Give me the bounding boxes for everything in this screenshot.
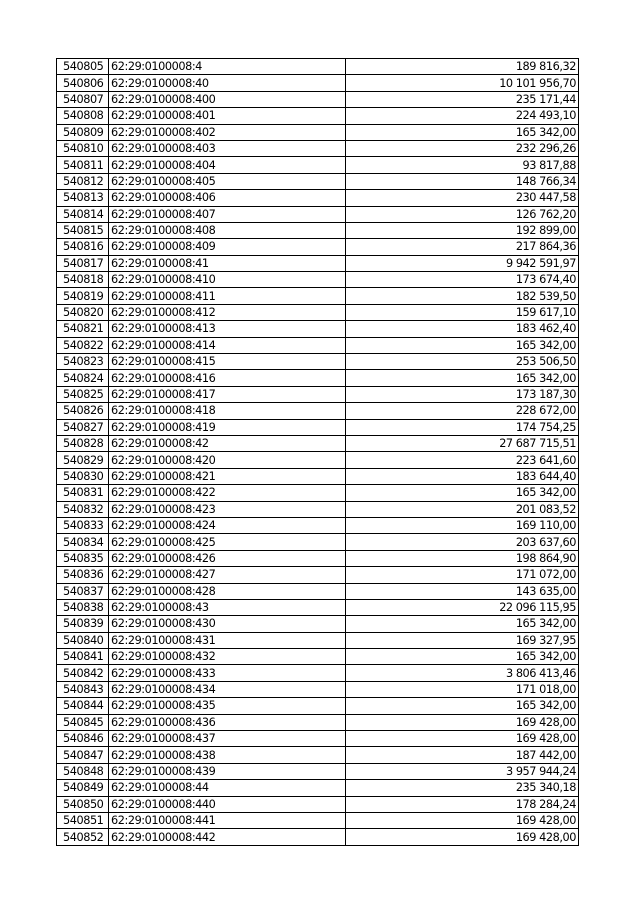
row-number: 540812 [57, 173, 109, 189]
table-row [57, 583, 579, 599]
cadastral-value: 187 442,00 [346, 747, 579, 763]
cadastral-value: 173 187,30 [346, 386, 579, 402]
table-row [57, 567, 579, 583]
cadastral-value: 192 899,00 [346, 222, 579, 238]
cadastral-number: 62:29:0100008:41 [109, 255, 346, 271]
table-row [57, 649, 579, 665]
cadastral-number: 62:29:0100008:410 [109, 272, 346, 288]
cadastral-value: 93 817,88 [346, 157, 579, 173]
row-number: 540837 [57, 583, 109, 599]
table-row [57, 599, 579, 615]
cadastral-number: 62:29:0100008:426 [109, 550, 346, 566]
row-number: 540828 [57, 435, 109, 451]
cadastral-number: 62:29:0100008:403 [109, 140, 346, 156]
table-row [57, 698, 579, 714]
row-number: 540852 [57, 829, 109, 845]
cadastral-number: 62:29:0100008:404 [109, 157, 346, 173]
row-number: 540811 [57, 157, 109, 173]
cadastral-value: 159 617,10 [346, 304, 579, 320]
cadastral-number: 62:29:0100008:431 [109, 632, 346, 648]
row-number: 540830 [57, 468, 109, 484]
cadastral-value: 3 806 413,46 [346, 665, 579, 681]
row-number: 540831 [57, 485, 109, 501]
row-number: 540825 [57, 386, 109, 402]
row-number: 540832 [57, 501, 109, 517]
cadastral-number: 62:29:0100008:411 [109, 288, 346, 304]
row-number: 540833 [57, 517, 109, 533]
table-row [57, 796, 579, 812]
row-number: 540817 [57, 255, 109, 271]
row-number: 540822 [57, 337, 109, 353]
table-row [57, 304, 579, 320]
table-row [57, 550, 579, 566]
table-row [57, 616, 579, 632]
row-number: 540849 [57, 780, 109, 796]
cadastral-number: 62:29:0100008:430 [109, 616, 346, 632]
row-number: 540829 [57, 452, 109, 468]
cadastral-value: 228 672,00 [346, 403, 579, 419]
row-number: 540842 [57, 665, 109, 681]
cadastral-number: 62:29:0100008:420 [109, 452, 346, 468]
cadastral-number: 62:29:0100008:413 [109, 321, 346, 337]
table-row [57, 108, 579, 124]
cadastral-number: 62:29:0100008:409 [109, 239, 346, 255]
table-row [57, 288, 579, 304]
cadastral-value: 173 674,40 [346, 272, 579, 288]
cadastral-value: 169 428,00 [346, 714, 579, 730]
row-number: 540821 [57, 321, 109, 337]
cadastral-value: 165 342,00 [346, 337, 579, 353]
row-number: 540848 [57, 763, 109, 779]
cadastral-value: 171 072,00 [346, 567, 579, 583]
cadastral-value: 169 327,95 [346, 632, 579, 648]
table-row [57, 337, 579, 353]
table-row [57, 665, 579, 681]
cadastral-number: 62:29:0100008:42 [109, 435, 346, 451]
cadastral-value: 169 428,00 [346, 829, 579, 845]
cadastral-number: 62:29:0100008:43 [109, 599, 346, 615]
table-row [57, 501, 579, 517]
table-row [57, 780, 579, 796]
row-number: 540836 [57, 567, 109, 583]
row-number: 540834 [57, 534, 109, 550]
cadastral-number: 62:29:0100008:440 [109, 796, 346, 812]
row-number: 540826 [57, 403, 109, 419]
row-number: 540846 [57, 731, 109, 747]
table-row [57, 419, 579, 435]
cadastral-number: 62:29:0100008:405 [109, 173, 346, 189]
cadastral-value: 165 342,00 [346, 649, 579, 665]
table-row [57, 829, 579, 845]
table-row [57, 731, 579, 747]
cadastral-number: 62:29:0100008:424 [109, 517, 346, 533]
cadastral-value: 198 864,90 [346, 550, 579, 566]
cadastral-number: 62:29:0100008:436 [109, 714, 346, 730]
table-row [57, 435, 579, 451]
row-number: 540820 [57, 304, 109, 320]
cadastral-number: 62:29:0100008:422 [109, 485, 346, 501]
table-row [57, 91, 579, 107]
row-number: 540847 [57, 747, 109, 763]
row-number: 540814 [57, 206, 109, 222]
cadastral-number: 62:29:0100008:437 [109, 731, 346, 747]
cadastral-number: 62:29:0100008:418 [109, 403, 346, 419]
row-number: 540807 [57, 91, 109, 107]
cadastral-number: 62:29:0100008:427 [109, 567, 346, 583]
cadastral-number: 62:29:0100008:412 [109, 304, 346, 320]
table-body [57, 59, 579, 846]
row-number: 540816 [57, 239, 109, 255]
cadastral-number: 62:29:0100008:406 [109, 190, 346, 206]
cadastral-value: 165 342,00 [346, 370, 579, 386]
table-row [57, 681, 579, 697]
cadastral-number: 62:29:0100008:417 [109, 386, 346, 402]
table-row [57, 140, 579, 156]
table-row [57, 239, 579, 255]
row-number: 540845 [57, 714, 109, 730]
cadastral-value: 235 340,18 [346, 780, 579, 796]
table-row [57, 206, 579, 222]
cadastral-value: 169 428,00 [346, 731, 579, 747]
cadastral-value: 182 539,50 [346, 288, 579, 304]
table-row [57, 763, 579, 779]
table-row [57, 632, 579, 648]
row-number: 540844 [57, 698, 109, 714]
cadastral-value: 27 687 715,51 [346, 435, 579, 451]
row-number: 540827 [57, 419, 109, 435]
table-row [57, 59, 579, 75]
cadastral-number: 62:29:0100008:40 [109, 75, 346, 91]
table-row [57, 534, 579, 550]
table-row [57, 321, 579, 337]
cadastral-number: 62:29:0100008:421 [109, 468, 346, 484]
row-number: 540809 [57, 124, 109, 140]
cadastral-value: 22 096 115,95 [346, 599, 579, 615]
cadastral-number: 62:29:0100008:442 [109, 829, 346, 845]
row-number: 540840 [57, 632, 109, 648]
table-row [57, 222, 579, 238]
cadastral-value: 230 447,58 [346, 190, 579, 206]
table-row [57, 468, 579, 484]
row-number: 540851 [57, 812, 109, 828]
cadastral-value: 165 342,00 [346, 698, 579, 714]
row-number: 540839 [57, 616, 109, 632]
row-number: 540824 [57, 370, 109, 386]
table-row [57, 747, 579, 763]
table-row [57, 157, 579, 173]
table-row [57, 190, 579, 206]
row-number: 540810 [57, 140, 109, 156]
cadastral-value: 165 342,00 [346, 616, 579, 632]
cadastral-number: 62:29:0100008:423 [109, 501, 346, 517]
cadastral-number: 62:29:0100008:432 [109, 649, 346, 665]
cadastral-value: 201 083,52 [346, 501, 579, 517]
cadastral-value: 235 171,44 [346, 91, 579, 107]
row-number: 540818 [57, 272, 109, 288]
cadastral-number: 62:29:0100008:434 [109, 681, 346, 697]
row-number: 540819 [57, 288, 109, 304]
row-number: 540835 [57, 550, 109, 566]
cadastral-value: 165 342,00 [346, 485, 579, 501]
cadastral-value: 224 493,10 [346, 108, 579, 124]
row-number: 540813 [57, 190, 109, 206]
table-row [57, 354, 579, 370]
cadastral-number: 62:29:0100008:4 [109, 59, 346, 75]
cadastral-value: 217 864,36 [346, 239, 579, 255]
row-number: 540808 [57, 108, 109, 124]
table-row [57, 485, 579, 501]
cadastral-value: 3 957 944,24 [346, 763, 579, 779]
cadastral-value: 10 101 956,70 [346, 75, 579, 91]
row-number: 540805 [57, 59, 109, 75]
cadastral-value: 183 644,40 [346, 468, 579, 484]
cadastral-number: 62:29:0100008:408 [109, 222, 346, 238]
cadastral-number: 62:29:0100008:416 [109, 370, 346, 386]
cadastral-number: 62:29:0100008:439 [109, 763, 346, 779]
cadastral-value: 143 635,00 [346, 583, 579, 599]
cadastral-value: 178 284,24 [346, 796, 579, 812]
table-row [57, 75, 579, 91]
cadastral-value: 174 754,25 [346, 419, 579, 435]
table-row [57, 452, 579, 468]
cadastral-value: 148 766,34 [346, 173, 579, 189]
table-row [57, 272, 579, 288]
cadastral-number: 62:29:0100008:419 [109, 419, 346, 435]
cadastral-value: 126 762,20 [346, 206, 579, 222]
cadastral-number: 62:29:0100008:402 [109, 124, 346, 140]
cadastral-value: 183 462,40 [346, 321, 579, 337]
cadastral-value: 203 637,60 [346, 534, 579, 550]
cadastral-number: 62:29:0100008:441 [109, 812, 346, 828]
cadastral-value: 9 942 591,97 [346, 255, 579, 271]
cadastral-value-table [56, 58, 579, 846]
table-row [57, 517, 579, 533]
cadastral-value: 171 018,00 [346, 681, 579, 697]
cadastral-number: 62:29:0100008:435 [109, 698, 346, 714]
row-number: 540850 [57, 796, 109, 812]
cadastral-number: 62:29:0100008:407 [109, 206, 346, 222]
cadastral-number: 62:29:0100008:415 [109, 354, 346, 370]
table-row [57, 255, 579, 271]
cadastral-value: 232 296,26 [346, 140, 579, 156]
table-row [57, 403, 579, 419]
cadastral-number: 62:29:0100008:400 [109, 91, 346, 107]
row-number: 540843 [57, 681, 109, 697]
row-number: 540815 [57, 222, 109, 238]
table-row [57, 386, 579, 402]
table-row [57, 173, 579, 189]
row-number: 540806 [57, 75, 109, 91]
table-row [57, 812, 579, 828]
table-row [57, 124, 579, 140]
table-row [57, 370, 579, 386]
cadastral-number: 62:29:0100008:433 [109, 665, 346, 681]
table-row [57, 714, 579, 730]
cadastral-value: 189 816,32 [346, 59, 579, 75]
cadastral-value: 169 428,00 [346, 812, 579, 828]
row-number: 540838 [57, 599, 109, 615]
cadastral-value: 169 110,00 [346, 517, 579, 533]
cadastral-value: 223 641,60 [346, 452, 579, 468]
cadastral-number: 62:29:0100008:425 [109, 534, 346, 550]
cadastral-number: 62:29:0100008:414 [109, 337, 346, 353]
cadastral-value: 253 506,50 [346, 354, 579, 370]
cadastral-number: 62:29:0100008:428 [109, 583, 346, 599]
row-number: 540823 [57, 354, 109, 370]
cadastral-value: 165 342,00 [346, 124, 579, 140]
row-number: 540841 [57, 649, 109, 665]
cadastral-number: 62:29:0100008:438 [109, 747, 346, 763]
cadastral-number: 62:29:0100008:44 [109, 780, 346, 796]
cadastral-number: 62:29:0100008:401 [109, 108, 346, 124]
